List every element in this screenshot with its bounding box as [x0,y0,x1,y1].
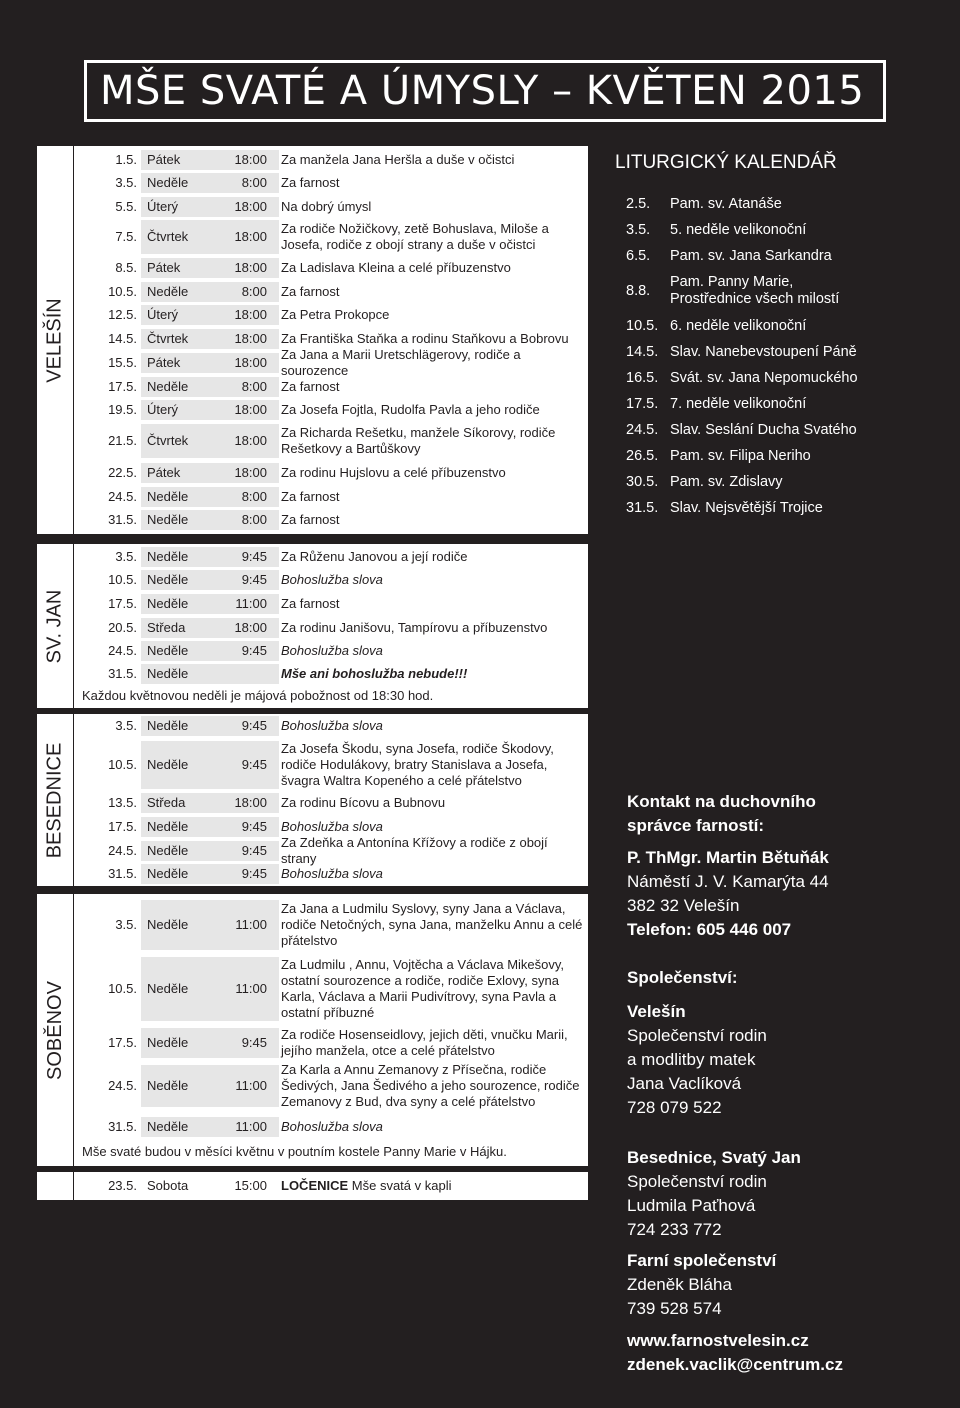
schedule-row [75,957,588,1021]
row-intention: Za Jana a Marii Uretschlägerovy, rodiče a sourozence [281,347,521,378]
calendar-item [626,274,846,310]
schedule-row [75,664,588,684]
row-time: 18:00 [234,465,267,480]
row-intention: Mše ani bohoslužba nebude!!! [281,666,468,681]
row-time: 8:00 [241,284,267,299]
row-intention: Za Karla a Annu Zemanovy z Přísečna, rodiče Šedivých, Jana Šedivého a jeho sourozence, rodiče Zemanovy z Bud, dva syny a celé přátelstvo [281,1062,580,1109]
row-time: 15:00 [234,1178,267,1193]
schedule-row [75,741,588,789]
row-day: Neděle [147,666,189,681]
row-time: 18:00 [234,620,267,635]
row-time: 9:45 [241,549,267,564]
community-2-title: Besednice, Svatý Jan [627,1148,801,1167]
row-time: 9:45 [241,718,267,733]
row-day: Pátek [147,260,181,275]
schedule-row [75,716,588,736]
schedule-row [75,258,588,278]
schedule-row [75,424,588,458]
schedule-row [75,347,588,378]
row-intention: Za Ladislava Kleina a celé příbuzenstvo [281,260,511,275]
row-time: 11:00 [235,596,267,611]
row-date: 31.5. [108,1119,137,1134]
locenice-bold: LOČENICE [281,1178,349,1193]
row-time: 9:45 [241,866,267,881]
divider [73,894,74,1166]
row-date: 14.5. [108,331,137,346]
row-time: 18:00 [234,199,267,214]
row-intention: Za farnost [281,489,340,504]
calendar-item [626,222,846,240]
calendar-item [626,318,846,336]
calendar-date: 3.5. [626,222,651,238]
row-time: 9:45 [241,819,267,834]
community-1-line: a modlitby matek [627,1050,756,1069]
schedule-row [75,547,588,567]
row-intention: Za Františka Staňka a rodinu Staňkovu a Bobrovu [281,331,569,346]
row-day: Neděle [147,175,189,190]
calendar-date: 6.5. [626,248,651,264]
row-day: Středa [147,620,186,635]
row-time: 11:00 [235,1119,267,1134]
calendar-item [626,248,846,266]
row-day: Neděle [147,596,189,611]
row-intention: Za farnost [281,175,340,190]
community-1-line: Jana Vaclíková [627,1074,742,1093]
row-intention: Za Josefa Škodu, syna Josefa, rodiče Škodovy, rodiče Hodulákovy, bratry Stanislava a Josefa, švagra Waltra Kopeného a celé přátelstvo [281,741,554,788]
calendar-name: Pam. sv. Atanáše [670,196,782,212]
row-date: 12.5. [108,307,137,322]
row-date: 3.5. [115,718,137,733]
schedule-row [75,900,588,950]
row-day: Pátek [147,355,181,370]
row-date: 13.5. [108,795,137,810]
row-intention: Za rodinu Janišovu, Tampírovu a příbuzenstvo [281,620,548,635]
row-time: 9:45 [241,757,267,772]
sobenov-label: SOBĚNOV [43,980,66,1080]
row-date: 24.5. [108,489,137,504]
calendar-date: 16.5. [626,370,659,386]
community-1-line: Společenství rodin [627,1026,767,1045]
schedule-row [75,150,588,170]
calendar-date: 17.5. [626,396,659,412]
schedule-row [75,835,588,866]
schedule-row [75,400,588,420]
row-time: 18:00 [234,355,267,370]
row-intention: Za Růženu Janovou a její rodiče [281,549,468,564]
row-time: 8:00 [241,175,267,190]
row-day: Neděle [147,866,189,881]
sobenov-note: Mše svaté budou v měsíci květnu v poutním kostele Panny Marie v Hájku. [82,1144,507,1159]
row-day: Neděle [147,1078,189,1093]
row-intention: Bohoslužba slova [281,866,383,881]
row-day: Neděle [147,1119,189,1134]
calendar-name: Svát. sv. Jana Nepomuckého [670,370,858,386]
community-3-line: Zdeněk Bláha [627,1275,732,1294]
row-time: 11:00 [235,917,267,932]
row-day: Pátek [147,152,181,167]
contact-name: P. ThMgr. Martin Bětuňák [627,848,829,867]
locenice-row [75,1172,588,1200]
divider [73,1172,74,1200]
row-day: Neděle [147,1035,189,1050]
row-intention: Za farnost [281,512,340,527]
schedule-row [75,305,588,325]
divider [73,714,74,886]
row-intention: Za farnost [281,379,340,394]
row-time: 18:00 [234,331,267,346]
row-date: 19.5. [108,402,137,417]
community-2-line: Společenství rodin [627,1172,767,1191]
row-date: 1.5. [115,152,137,167]
schedule-row [75,618,588,638]
calendar-item [626,474,846,492]
row-date: 24.5. [108,643,137,658]
schedule-row [75,173,588,193]
row-intention: Za farnost [281,596,340,611]
row-time: 11:00 [235,981,267,996]
schedule-row [75,641,588,661]
schedule-row [75,864,588,884]
calendar-name: Slav. Seslání Ducha Svatého [670,422,857,438]
row-date: 3.5. [115,549,137,564]
velesin-label: VELEŠÍN [43,297,66,383]
schedule-row [75,220,588,254]
schedule-row [75,282,588,302]
community-2-line: Ludmila Paťhová [627,1196,756,1215]
row-date: 17.5. [108,1035,137,1050]
schedule-row [75,329,588,349]
website-link[interactable]: www.farnostvelesin.cz [627,1331,809,1350]
schedule-row [75,594,588,614]
row-time: 18:00 [234,795,267,810]
row-day: Středa [147,795,186,810]
row-time: 18:00 [234,433,267,448]
row-date: 24.5. [108,843,137,858]
schedule-row [75,1028,588,1058]
row-day: Neděle [147,643,189,658]
calendar-name: Pam. sv. Jana Sarkandra [670,248,832,264]
locenice-text: Mše svatá v kapli [348,1178,452,1193]
row-time: 9:45 [241,1035,267,1050]
row-time: 8:00 [241,489,267,504]
calendar-item [626,196,846,214]
row-day: Čtvrtek [147,229,189,244]
row-day: Čtvrtek [147,433,189,448]
row-intention: Bohoslužba slova [281,643,383,658]
calendar-name: 6. neděle velikonoční [670,318,807,334]
row-day: Neděle [147,489,189,504]
row-time: 18:00 [234,152,267,167]
schedule-row [75,1062,588,1109]
row-intention: Na dobrý úmysl [281,199,372,214]
contact-phone: Telefon: 605 446 007 [627,920,792,939]
row-day: Neděle [147,981,189,996]
row-date: 3.5. [115,917,137,932]
calendar-name: Pam. sv. Filipa Neriho [670,448,811,464]
schedule-row [75,510,588,530]
community-1-line: 728 079 522 [627,1098,722,1117]
row-day: Neděle [147,284,189,299]
row-day: Neděle [147,549,189,564]
row-intention: Bohoslužba slova [281,572,383,587]
email-link[interactable]: zdenek.vaclik@centrum.cz [627,1355,843,1374]
divider [73,544,74,708]
row-day: Neděle [147,819,189,834]
calendar-item [626,422,857,440]
community-2-line: 724 233 772 [627,1220,722,1239]
schedule-row [75,570,588,590]
row-date: 31.5. [108,866,137,881]
row-intention: Za rodinu Bícovu a Bubnovu [281,795,446,810]
row-intention: Bohoslužba slova [281,1119,383,1134]
community-3-line: 739 528 574 [627,1299,722,1318]
row-intention: Za Josefa Fojtla, Rudolfa Pavla a jeho rodiče [281,402,540,417]
row-intention: Bohoslužba slova [281,718,383,733]
row-day: Úterý [147,402,179,417]
community-1-title: Velešín [627,1002,686,1021]
row-time: 9:45 [241,843,267,858]
row-date: 8.5. [115,260,137,275]
schedule-row [75,377,588,397]
row-time: 18:00 [234,260,267,275]
row-time: 8:00 [241,512,267,527]
calendar-name: 7. neděle velikonoční [670,396,807,412]
row-day: Neděle [147,572,189,587]
calendar-date: 26.5. [626,448,659,464]
row-day: Neděle [147,379,189,394]
calendar-date: 2.5. [626,196,651,212]
row-day: Neděle [147,843,189,858]
row-day: Neděle [147,917,189,932]
calendar-item [626,344,857,362]
row-date: 17.5. [108,379,137,394]
calendar-name-2: Prostřednice všech milostí [670,291,840,307]
row-intention: Bohoslužba slova [281,819,383,834]
row-date: 10.5. [108,572,137,587]
svjan-note: Každou květnovou neděli je májová pobožnost od 18:30 hod. [82,688,434,703]
row-intention: Za Zdeňka a Antonína Křížovy a rodiče z obojí strany [281,835,548,866]
calendar-date: 30.5. [626,474,659,490]
row-time: 11:00 [235,1078,267,1093]
calendar-name: Slav. Nanebevstoupení Páně [670,344,857,360]
row-day: Sobota [147,1178,189,1193]
contact-city: 382 32 Velešín [627,896,740,915]
calendar-date: 14.5. [626,344,659,360]
calendar-name: 5. neděle velikonoční [670,222,807,238]
row-intention: Za rodiče Hosenseidlovy, jejich děti, vnučku Marii, jejího manžela, otce a celé přátelstvo [281,1027,568,1058]
row-date: 22.5. [108,465,137,480]
page-title: MŠE SVATÉ A ÚMYSLY – KVĚTEN 2015 [100,68,865,114]
row-time: 9:45 [241,643,267,658]
row-intention: Za Richarda Rešetku, manžele Síkorovy, rodiče Rešetkovy a Bartůškovy [281,425,556,456]
row-date: 20.5. [108,620,137,635]
row-time: 18:00 [234,229,267,244]
besednice-label: BESEDNICE [43,742,66,858]
row-intention: Za rodiče Nožičkovy, zetě Bohuslava, Miloše a Josefa, rodiče z obojí strany a duše v očistci [281,221,549,252]
calendar-heading: LITURGICKÝ KALENDÁŘ [615,152,837,173]
calendar-item [626,448,846,466]
row-date: 5.5. [115,199,137,214]
calendar-date: 24.5. [626,422,659,438]
schedule-row [75,197,588,217]
row-date: 10.5. [108,284,137,299]
calendar-name: Pam. sv. Zdislavy [670,474,783,490]
row-date: 17.5. [108,819,137,834]
row-intention [281,1172,586,1200]
calendar-date: 31.5. [626,500,659,516]
calendar-date: 10.5. [626,318,659,334]
row-day: Čtvrtek [147,331,189,346]
row-intention: Za farnost [281,284,340,299]
schedule-row [75,817,588,837]
row-date: 31.5. [108,666,137,681]
row-date: 24.5. [108,1078,137,1093]
contact-heading-2: správce farností: [627,816,764,835]
row-day: Neděle [147,718,189,733]
row-intention: Za Petra Prokopce [281,307,390,322]
calendar-item [626,500,846,518]
row-date: 21.5. [108,433,137,448]
row-date: 31.5. [108,512,137,527]
calendar-item [626,370,858,388]
calendar-date: 8.8. [626,283,651,299]
schedule-row [75,487,588,507]
schedule-row [75,463,588,483]
row-intention: Za rodinu Hujslovu a celé příbuzenstvo [281,465,506,480]
calendar-name: Slav. Nejsvětější Trojice [670,500,823,516]
row-time: 18:00 [234,307,267,322]
row-date: 17.5. [108,596,137,611]
row-date: 3.5. [115,175,137,190]
row-date: 7.5. [115,229,137,244]
row-time: 8:00 [241,379,267,394]
row-day: Pátek [147,465,181,480]
row-intention: Za manžela Jana Heršla a duše v očistci [281,152,515,167]
contact-heading-1: Kontakt na duchovního [627,792,816,811]
row-time: 18:00 [234,402,267,417]
row-intention: Za Ludmilu , Annu, Vojtěcha a Václava Mikešovy, ostatní sourozence a rodiče, rodiče Exlovy, syna Karla, Václava a Marii Pudivítrovy, syna Pavla a ostatní příbuzné [281,957,565,1020]
row-time [215,664,267,684]
row-date: 10.5. [108,757,137,772]
communities-heading: Společenství: [627,968,738,987]
community-3-title: Farní společenství [627,1251,777,1270]
row-day: Neděle [147,512,189,527]
row-day: Úterý [147,199,179,214]
row-date: 15.5. [108,355,137,370]
calendar-item [626,396,846,414]
row-day: Úterý [147,307,179,322]
calendar-name: Pam. Panny Marie, [670,274,794,290]
schedule-row [75,1117,588,1137]
row-day: Neděle [147,757,189,772]
row-intention: Za Jana a Ludmilu Syslovy, syny Jana a Václava, rodiče Netočných, syna Jana, manželku Annu a celé přátelstvo [281,901,583,948]
contact-street: Náměstí J. V. Kamarýta 44 [627,872,829,891]
row-date: 23.5. [108,1178,137,1193]
schedule-row [75,793,588,813]
svjan-label: SV. JAN [43,589,66,663]
divider [73,146,74,534]
row-date: 10.5. [108,981,137,996]
row-time: 9:45 [241,572,267,587]
